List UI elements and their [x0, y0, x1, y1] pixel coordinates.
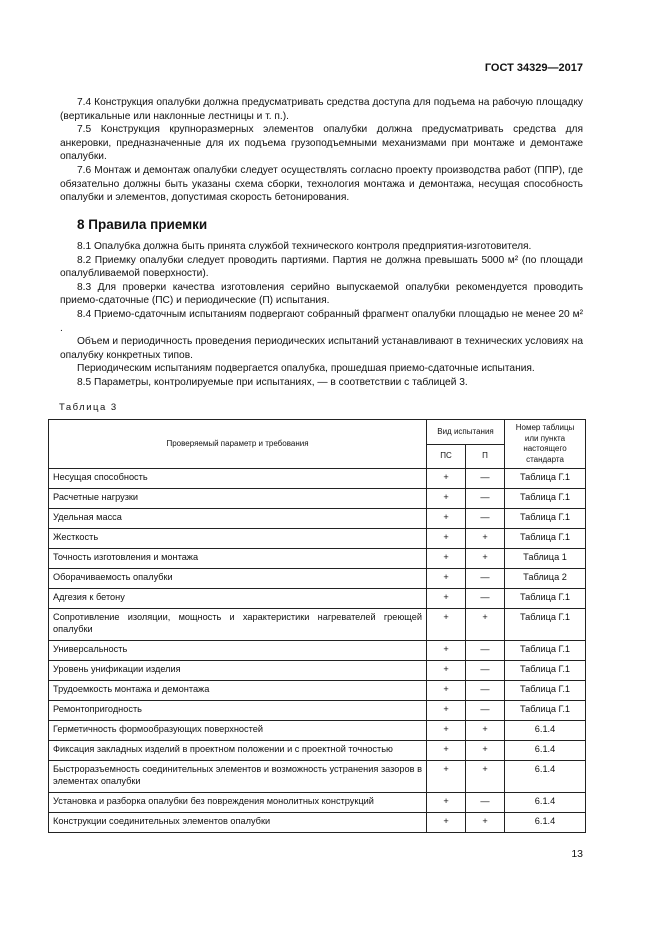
param-cell: Фиксация закладных изделий в проектном положении и с проектной точностью: [49, 741, 427, 761]
ps-cell: +: [427, 489, 466, 509]
ps-cell: +: [427, 813, 466, 833]
table-row: [49, 569, 586, 589]
ref-cell: Таблица Г.1: [505, 701, 586, 721]
ref-cell: Таблица Г.1: [505, 609, 586, 641]
ref-cell: Таблица Г.1: [505, 661, 586, 681]
paragraph-7-4: 7.4 Конструкция опалубки должна предусматривать средства доступа для подъема на рабочую площадку (вертикальные или наклонные лестницы и т. п.).: [60, 97, 583, 122]
param-cell: Трудоемкость монтажа и демонтажа: [49, 681, 427, 701]
header-param: Проверяемый параметр и требования: [49, 420, 427, 469]
ps-cell: +: [427, 641, 466, 661]
p-cell: —: [466, 661, 505, 681]
ref-cell: 6.1.4: [505, 721, 586, 741]
ref-cell: 6.1.4: [505, 761, 586, 793]
paragraph-8-1: 8.1 Опалубка должна быть принята службой технического контроля предприятия-изготовителя.: [77, 241, 532, 252]
table-row: [49, 813, 586, 833]
p-cell: +: [466, 761, 505, 793]
ps-cell: +: [427, 469, 466, 489]
param-cell: Точность изготовления и монтажа: [49, 549, 427, 569]
p-cell: —: [466, 509, 505, 529]
ref-cell: Таблица Г.1: [505, 589, 586, 609]
ps-cell: +: [427, 661, 466, 681]
table-row: [49, 661, 586, 681]
ps-cell: +: [427, 589, 466, 609]
paragraph-8-3: 8.3 Для проверки качества изготовления серийно выпускаемой опалубки рекомендуется проводить приемо-сдаточные (ПС) и периодические (П) испытания.: [60, 281, 583, 307]
table-row: [49, 681, 586, 701]
table-row: [49, 609, 586, 641]
table-body: [49, 469, 586, 833]
table-row: [49, 589, 586, 609]
ps-cell: +: [427, 681, 466, 701]
param-cell: Ремонтопригодность: [49, 701, 427, 721]
parameters-table: [48, 419, 586, 833]
table-row: [49, 721, 586, 741]
param-cell: Несущая способность: [49, 469, 427, 489]
ref-cell: 6.1.4: [505, 793, 586, 813]
table-row: [49, 793, 586, 813]
document-code: ГОСТ 34329—2017: [484, 62, 583, 74]
table-row: [49, 509, 586, 529]
table-row: [49, 761, 586, 793]
header-ref: Номер таблицы или пункта настоящего стандарта: [505, 420, 586, 469]
section-8-text: [60, 240, 583, 390]
table-caption: Таблица 3: [59, 402, 118, 413]
header-p: П: [466, 444, 505, 469]
table-row: [49, 549, 586, 569]
param-cell: Адгезия к бетону: [49, 589, 427, 609]
ps-cell: +: [427, 793, 466, 813]
ref-cell: Таблица 1: [505, 549, 586, 569]
param-cell: Удельная масса: [49, 509, 427, 529]
section-7-text: [60, 96, 583, 205]
ref-cell: Таблица 2: [505, 569, 586, 589]
param-cell: Универсальность: [49, 641, 427, 661]
ps-cell: +: [427, 721, 466, 741]
ref-cell: Таблица Г.1: [505, 469, 586, 489]
param-cell: Конструкции соединительных элементов опалубки: [49, 813, 427, 833]
p-cell: +: [466, 549, 505, 569]
p-cell: —: [466, 489, 505, 509]
header-test-type: Вид испытания: [427, 420, 505, 445]
ref-cell: Таблица Г.1: [505, 509, 586, 529]
ref-cell: 6.1.4: [505, 741, 586, 761]
table-row: [49, 529, 586, 549]
section-8-title: 8 Правила приемки: [77, 217, 208, 232]
paragraph-8-4-scope: Объем и периодичность проведения периодических испытаний устанавливают в технических условиях на опалубку конкретных типов.: [60, 336, 583, 361]
table-row: [49, 741, 586, 761]
ps-cell: +: [427, 741, 466, 761]
p-cell: —: [466, 681, 505, 701]
p-cell: +: [466, 529, 505, 549]
table-row: [49, 641, 586, 661]
ps-cell: +: [427, 569, 466, 589]
paragraph-8-4: 8.4 Приемо-сдаточным испытаниям подвергают собранный фрагмент опалубки площадью не менее 20 м² .: [60, 308, 583, 334]
param-cell: Герметичность формообразующих поверхностей: [49, 721, 427, 741]
ref-cell: 6.1.4: [505, 813, 586, 833]
header-ps: ПС: [427, 444, 466, 469]
param-cell: Быстроразъемность соединительных элементов и возможность устранения зазоров в элементах опалубки: [49, 761, 427, 793]
param-cell: Расчетные нагрузки: [49, 489, 427, 509]
p-cell: —: [466, 793, 505, 813]
table-row: [49, 489, 586, 509]
paragraph-8-4-periodic: Периодическим испытаниям подвергается опалубка, прошедшая приемо-сдаточные испытания.: [77, 363, 535, 375]
param-cell: Жесткость: [49, 529, 427, 549]
param-cell: Оборачиваемость опалубки: [49, 569, 427, 589]
p-cell: —: [466, 701, 505, 721]
paragraph-8-2: 8.2 Приемку опалубки следует проводить партиями. Партия не должна превышать 5000 м² (по площади опалубливаемой поверхности).: [60, 254, 583, 280]
ref-cell: Таблица Г.1: [505, 681, 586, 701]
param-cell: Уровень унификации изделия: [49, 661, 427, 681]
p-cell: +: [466, 609, 505, 641]
ps-cell: +: [427, 609, 466, 641]
ps-cell: +: [427, 701, 466, 721]
ps-cell: +: [427, 509, 466, 529]
ref-cell: Таблица Г.1: [505, 489, 586, 509]
ps-cell: +: [427, 549, 466, 569]
param-cell: Сопротивление изоляции, мощность и характеристики нагревателей греющей опалубки: [49, 609, 427, 641]
ps-cell: +: [427, 761, 466, 793]
ref-cell: Таблица Г.1: [505, 641, 586, 661]
p-cell: +: [466, 721, 505, 741]
paragraph-7-6: 7.6 Монтаж и демонтаж опалубки следует осуществлять согласно проекту производства работ (ППР), где обязательно должны быть указаны схема сборки, технология монтажа и демонтажа, несущая способность опалубки и элементов, допустимая скорость бетонирования.: [60, 164, 583, 204]
table-row: [49, 469, 586, 489]
p-cell: +: [466, 813, 505, 833]
p-cell: —: [466, 589, 505, 609]
param-cell: Установка и разборка опалубки без повреждения монолитных конструкций: [49, 793, 427, 813]
p-cell: +: [466, 741, 505, 761]
table-row: [49, 701, 586, 721]
page-number: 13: [571, 848, 583, 860]
p-cell: —: [466, 569, 505, 589]
p-cell: —: [466, 641, 505, 661]
ref-cell: Таблица Г.1: [505, 529, 586, 549]
paragraph-7-5: 7.5 Конструкция крупноразмерных элементов опалубки должна предусматривать средства для анкеровки, предназначенные для их подъема грузоподъемными механизмами при монтаже и демонтаже опалубки.: [60, 124, 583, 163]
ps-cell: +: [427, 529, 466, 549]
p-cell: —: [466, 469, 505, 489]
paragraph-8-5: 8.5 Параметры, контролируемые при испытаниях, — в соответствии с таблицей 3.: [77, 376, 468, 388]
